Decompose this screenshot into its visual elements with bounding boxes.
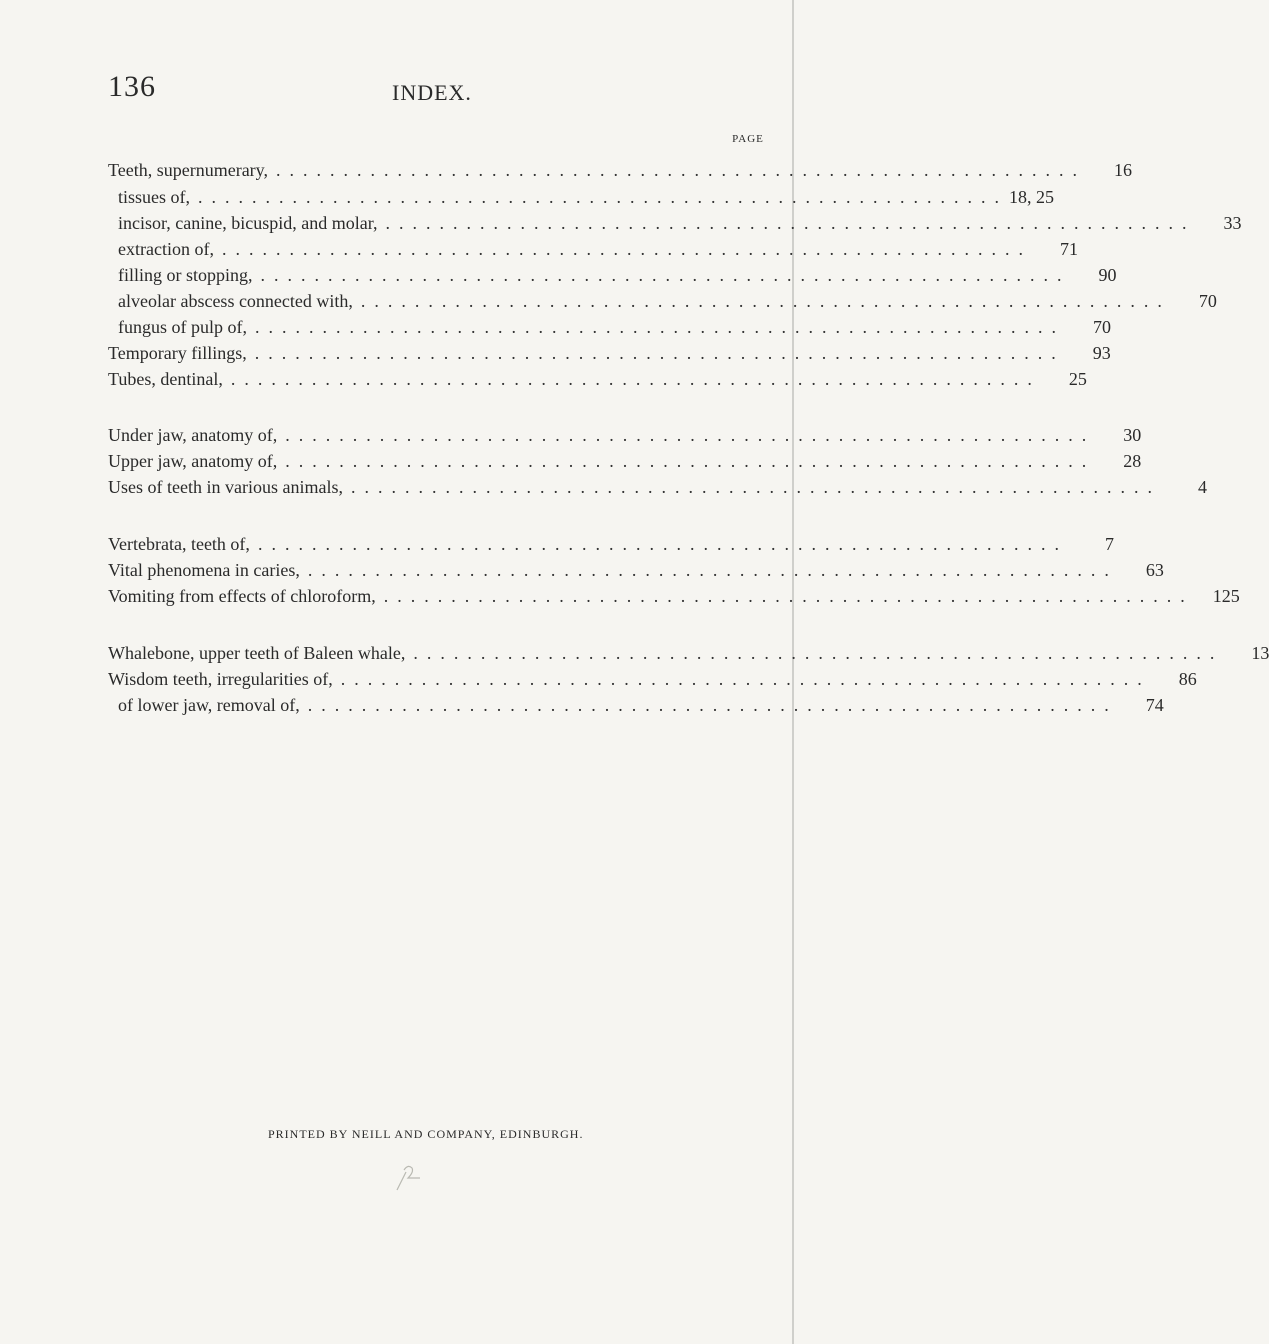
index-entry-page: 13 xyxy=(1251,643,1269,663)
index-entry-page: 90 xyxy=(1098,265,1117,285)
dot-leader: ............................................................ xyxy=(340,669,1151,689)
index-entry xyxy=(108,157,1133,183)
index-entry xyxy=(108,288,1217,314)
index-entry-page: 33 xyxy=(1223,213,1242,233)
dot-leader: ............................................................ xyxy=(285,425,1096,445)
index-entry xyxy=(108,640,1269,666)
index-entry-text: Wisdom teeth, irregularities of, xyxy=(108,669,333,689)
page-title: INDEX. xyxy=(392,80,472,105)
dot-leader: ............................................................ xyxy=(385,213,1196,233)
pencil-mark-icon xyxy=(394,1160,434,1192)
dot-leader: ............................................................ xyxy=(383,586,1194,606)
index-entry-page: 4 xyxy=(1197,477,1207,497)
index-entry-text: Vomiting from effects of chloroform, xyxy=(108,586,376,606)
index-entry xyxy=(108,448,1142,474)
index-entry-page: 86 xyxy=(1178,669,1197,689)
dot-leader: ............................................................ xyxy=(307,560,1118,580)
dot-leader: ............................................................ xyxy=(221,239,1032,259)
index-entry-text: tissues of, xyxy=(118,187,190,207)
index-entry-page: 93 xyxy=(1092,343,1111,363)
page-column-heading: PAGE xyxy=(732,133,764,145)
index-entry-page: 74 xyxy=(1145,695,1164,715)
index-entry xyxy=(108,474,1207,500)
index-entry xyxy=(108,583,1240,609)
dot-leader: ............................................................ xyxy=(260,265,1071,285)
index-entry-text: Tubes, dentinal, xyxy=(108,369,223,389)
index-entry xyxy=(108,366,1087,392)
dot-leader: ............................................................ xyxy=(254,343,1065,363)
index-entry-text: of lower jaw, removal of, xyxy=(118,695,300,715)
printer-colophon: PRINTED BY NEILL AND COMPANY, EDINBURGH. xyxy=(268,1127,584,1141)
index-entry-text: incisor, canine, bicuspid, and molar, xyxy=(118,213,378,233)
index-entry xyxy=(108,314,1111,340)
index-entry xyxy=(108,236,1078,262)
index-entry-page: 71 xyxy=(1059,239,1078,259)
index-entry-text: Vital phenomena in caries, xyxy=(108,560,300,580)
index-entry-page: 70 xyxy=(1093,317,1111,337)
dot-leader: ............................................................ xyxy=(285,451,1096,471)
dot-leader: ............................................................ xyxy=(276,160,1087,180)
dot-leader: ............................................................ xyxy=(413,643,1224,663)
index-entry xyxy=(108,422,1142,448)
dot-leader: ............................................................ xyxy=(255,317,1065,337)
index-entry-text: Uses of teeth in various animals, xyxy=(108,477,343,497)
index-entry-page: 63 xyxy=(1145,560,1164,580)
index-entry-text: filling or stopping, xyxy=(118,265,253,285)
index-entry xyxy=(108,340,1111,366)
index-entry xyxy=(108,210,1242,236)
index-entry-page: 28 xyxy=(1123,451,1142,471)
index-entry xyxy=(108,531,1114,557)
dot-leader: ............................................................ xyxy=(198,187,1008,207)
index-entry-text: Upper jaw, anatomy of, xyxy=(108,451,278,471)
index-entry xyxy=(108,666,1197,692)
index-entry-page: 18, 25 xyxy=(1009,187,1054,207)
index-entry-text: extraction of, xyxy=(118,239,214,259)
index-entry-text: fungus of pulp of, xyxy=(118,317,247,337)
dot-leader: ............................................................ xyxy=(307,695,1118,715)
index-entry-text: Teeth, supernumerary, xyxy=(108,160,269,180)
index-entry-page: 25 xyxy=(1068,369,1087,389)
index-entry-text: alveolar abscess connected with, xyxy=(118,291,353,311)
index-entry-text: Temporary fillings, xyxy=(108,343,247,363)
index-entry-text: Under jaw, anatomy of, xyxy=(108,425,278,445)
index-entry-page: 16 xyxy=(1114,160,1133,180)
index-entry xyxy=(108,692,1164,718)
index-entry xyxy=(108,184,1054,210)
dot-leader: ............................................................ xyxy=(257,534,1068,554)
dot-leader: ............................................................ xyxy=(230,369,1041,389)
index-entry xyxy=(108,557,1164,583)
index-entry xyxy=(108,262,1117,288)
dot-leader: ............................................................ xyxy=(350,477,1161,497)
index-entry-page: 30 xyxy=(1123,425,1142,445)
index-entry-page: 125 xyxy=(1212,586,1240,606)
dot-leader: ............................................................ xyxy=(360,291,1171,311)
index-entry-page: 7 xyxy=(1104,534,1114,554)
index-entry-page: 70 xyxy=(1198,291,1217,311)
index-entry-text: Vertebrata, teeth of, xyxy=(108,534,250,554)
index-entry-text: Whalebone, upper teeth of Baleen whale, xyxy=(108,643,406,663)
page-number: 136 xyxy=(108,70,156,103)
